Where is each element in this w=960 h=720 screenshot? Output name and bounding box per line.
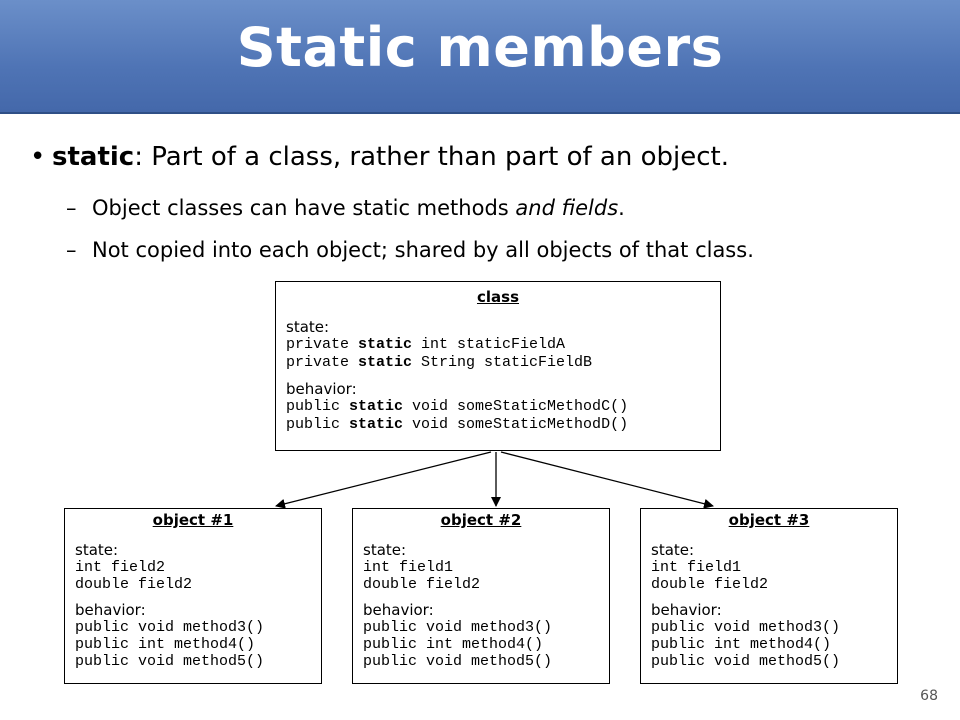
object-field: int field1	[363, 559, 454, 576]
object-box-1	[64, 508, 322, 684]
bullet-dot: •	[30, 142, 46, 172]
arrow-to-object-1	[276, 452, 491, 506]
object-field: double field2	[651, 576, 769, 593]
object-method: public void method3()	[75, 619, 265, 636]
class-box	[275, 281, 721, 451]
class-method: public static void someStaticMethodD()	[286, 416, 629, 433]
object-method: public void method3()	[363, 619, 553, 636]
object-box-2	[352, 508, 610, 684]
sub-bullet-emphasis: and fields	[515, 196, 619, 220]
object-method: public void method5()	[363, 653, 553, 670]
object-behavior-label: behavior:	[75, 601, 146, 619]
sub-bullet-text: Object classes can have static methods	[92, 196, 516, 220]
arrow-to-object-3	[501, 452, 713, 506]
class-behavior-label: behavior:	[286, 380, 357, 398]
object-behavior-label: behavior:	[651, 601, 722, 619]
object-method: public void method5()	[75, 653, 265, 670]
bullet-text: : Part of a class, rather than part of an object.	[134, 142, 729, 172]
class-box-header: class	[476, 288, 519, 306]
object-header: object #2	[440, 511, 522, 529]
object-method: public int method4()	[363, 636, 544, 653]
object-state-label: state:	[75, 541, 119, 559]
object-method: public void method3()	[651, 619, 841, 636]
object-box-3	[640, 508, 898, 684]
class-field: private static String staticFieldB	[286, 354, 593, 371]
object-method: public int method4()	[75, 636, 256, 653]
object-header: object #1	[152, 511, 234, 529]
object-method: public void method5()	[651, 653, 841, 670]
object-field: int field1	[651, 559, 742, 576]
class-method: public static void someStaticMethodC()	[286, 398, 629, 415]
class-field: private static int staticFieldA	[286, 336, 566, 353]
object-state-label: state:	[363, 541, 407, 559]
object-field: double field2	[363, 576, 481, 593]
object-behavior-label: behavior:	[363, 601, 434, 619]
page-number: 68	[920, 688, 938, 704]
sub-bullet-period: .	[618, 196, 625, 220]
sub-bullet-dash: –	[66, 196, 77, 220]
object-field: double field2	[75, 576, 193, 593]
object-field: int field2	[75, 559, 166, 576]
sub-bullet-dash: –	[66, 238, 77, 262]
slide-title: Static members	[236, 16, 724, 79]
object-header: object #3	[728, 511, 810, 529]
bullet-keyword: static	[52, 142, 135, 172]
object-state-label: state:	[651, 541, 695, 559]
object-method: public int method4()	[651, 636, 832, 653]
sub-bullet-text: Not copied into each object; shared by all objects of that class.	[92, 238, 754, 262]
class-state-label: state:	[286, 318, 330, 336]
